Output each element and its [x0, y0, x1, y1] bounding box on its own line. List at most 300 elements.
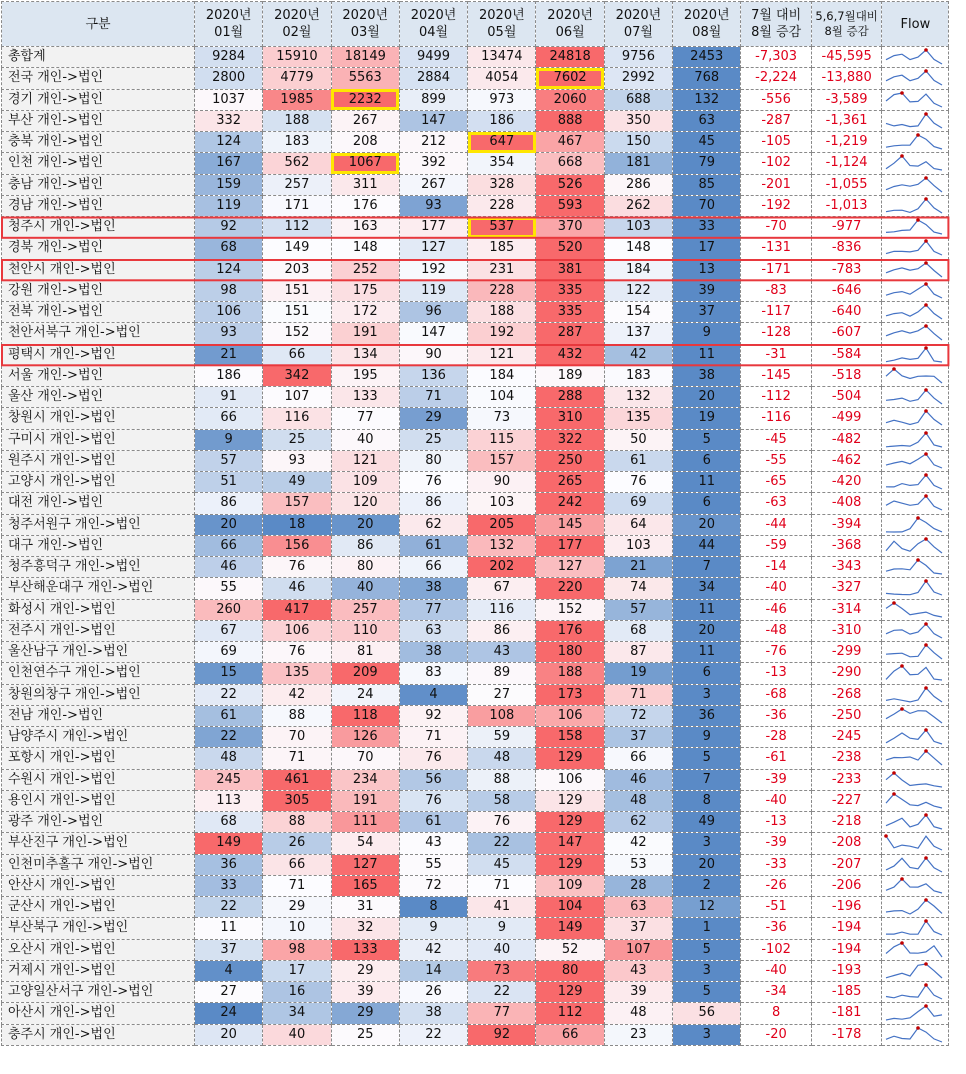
month-value-cell[interactable]: 66: [263, 344, 331, 365]
month-value-cell[interactable]: 311: [331, 174, 399, 195]
month-value-cell[interactable]: 93: [195, 323, 263, 344]
month-value-cell[interactable]: 93: [263, 450, 331, 471]
month-value-cell[interactable]: 148: [604, 238, 672, 259]
month-value-cell[interactable]: 40: [468, 939, 536, 960]
month-value-cell[interactable]: 127: [399, 238, 467, 259]
diff-avg-cell[interactable]: -238: [811, 748, 882, 769]
diff-july-cell[interactable]: -20: [741, 1024, 812, 1045]
month-value-cell[interactable]: 147: [536, 833, 604, 854]
month-value-cell[interactable]: 80: [399, 450, 467, 471]
flow-sparkline-cell[interactable]: [882, 578, 949, 599]
month-value-cell[interactable]: 137: [604, 323, 672, 344]
diff-july-cell[interactable]: -45: [741, 429, 812, 450]
month-value-cell[interactable]: 12: [673, 897, 741, 918]
month-value-cell[interactable]: 260: [195, 599, 263, 620]
month-value-cell[interactable]: 177: [536, 535, 604, 556]
diff-july-cell[interactable]: -31: [741, 344, 812, 365]
diff-avg-cell[interactable]: -646: [811, 280, 882, 301]
diff-avg-cell[interactable]: -783: [811, 259, 882, 280]
month-value-cell[interactable]: 129: [536, 790, 604, 811]
month-value-cell[interactable]: 181: [604, 153, 672, 174]
flow-sparkline-cell[interactable]: [882, 642, 949, 663]
month-value-cell[interactable]: 209: [331, 663, 399, 684]
month-value-cell[interactable]: 67: [195, 620, 263, 641]
month-value-cell[interactable]: 175: [331, 280, 399, 301]
row-label[interactable]: 용인시 개인->법인: [2, 790, 195, 811]
row-label[interactable]: 평택시 개인->법인: [2, 344, 195, 365]
header-flow[interactable]: Flow: [882, 2, 949, 47]
month-value-cell[interactable]: 342: [263, 365, 331, 386]
month-value-cell[interactable]: 127: [331, 854, 399, 875]
diff-avg-cell[interactable]: -194: [811, 918, 882, 939]
month-value-cell[interactable]: 212: [399, 132, 467, 153]
month-value-cell[interactable]: 286: [604, 174, 672, 195]
diff-july-cell[interactable]: -128: [741, 323, 812, 344]
month-value-cell[interactable]: 48: [195, 748, 263, 769]
diff-july-cell[interactable]: -171: [741, 259, 812, 280]
flow-sparkline-cell[interactable]: [882, 323, 949, 344]
month-value-cell[interactable]: 61: [195, 705, 263, 726]
month-value-cell[interactable]: 9: [468, 918, 536, 939]
month-value-cell[interactable]: 121: [331, 450, 399, 471]
month-value-cell[interactable]: 2: [673, 875, 741, 896]
flow-sparkline-cell[interactable]: [882, 280, 949, 301]
month-value-cell[interactable]: 61: [399, 812, 467, 833]
diff-july-cell[interactable]: -556: [741, 89, 812, 110]
month-value-cell[interactable]: 113: [195, 790, 263, 811]
month-value-cell[interactable]: 24818: [536, 47, 604, 68]
month-value-cell[interactable]: 27: [195, 982, 263, 1003]
diff-july-cell[interactable]: -83: [741, 280, 812, 301]
month-value-cell[interactable]: 267: [399, 174, 467, 195]
month-value-cell[interactable]: 33: [195, 875, 263, 896]
diff-avg-cell[interactable]: -640: [811, 302, 882, 323]
row-label[interactable]: 총합계: [2, 47, 195, 68]
diff-avg-cell[interactable]: -206: [811, 875, 882, 896]
month-value-cell[interactable]: 7602: [536, 68, 604, 89]
month-value-cell[interactable]: 48: [468, 748, 536, 769]
month-value-cell[interactable]: 688: [604, 89, 672, 110]
diff-avg-cell[interactable]: -499: [811, 408, 882, 429]
month-value-cell[interactable]: 21: [604, 557, 672, 578]
diff-july-cell[interactable]: -34: [741, 982, 812, 1003]
month-value-cell[interactable]: 145: [536, 514, 604, 535]
month-value-cell[interactable]: 9499: [399, 47, 467, 68]
diff-avg-cell[interactable]: -250: [811, 705, 882, 726]
month-value-cell[interactable]: 148: [331, 238, 399, 259]
month-value-cell[interactable]: 111: [331, 812, 399, 833]
month-value-cell[interactable]: 44: [673, 535, 741, 556]
diff-july-cell[interactable]: -105: [741, 132, 812, 153]
flow-sparkline-cell[interactable]: [882, 918, 949, 939]
diff-avg-cell[interactable]: -310: [811, 620, 882, 641]
row-label[interactable]: 경남 개인->법인: [2, 195, 195, 216]
flow-sparkline-cell[interactable]: [882, 939, 949, 960]
diff-avg-cell[interactable]: -185: [811, 982, 882, 1003]
month-value-cell[interactable]: 37: [195, 939, 263, 960]
diff-avg-cell[interactable]: -482: [811, 429, 882, 450]
diff-july-cell[interactable]: -26: [741, 875, 812, 896]
diff-avg-cell[interactable]: -194: [811, 939, 882, 960]
row-label[interactable]: 울산 개인->법인: [2, 387, 195, 408]
month-value-cell[interactable]: 86: [399, 493, 467, 514]
diff-avg-cell[interactable]: -343: [811, 557, 882, 578]
month-value-cell[interactable]: 26: [263, 833, 331, 854]
month-value-cell[interactable]: 328: [468, 174, 536, 195]
month-value-cell[interactable]: 14: [399, 960, 467, 981]
month-value-cell[interactable]: 228: [468, 195, 536, 216]
month-value-cell[interactable]: 71: [263, 748, 331, 769]
month-value-cell[interactable]: 157: [263, 493, 331, 514]
month-value-cell[interactable]: 9284: [195, 47, 263, 68]
month-value-cell[interactable]: 90: [468, 472, 536, 493]
month-value-cell[interactable]: 133: [331, 387, 399, 408]
flow-sparkline-cell[interactable]: [882, 493, 949, 514]
month-value-cell[interactable]: 25: [331, 1024, 399, 1045]
diff-avg-cell[interactable]: -181: [811, 1003, 882, 1024]
month-value-cell[interactable]: 11: [195, 918, 263, 939]
row-label[interactable]: 광주 개인->법인: [2, 812, 195, 833]
month-value-cell[interactable]: 305: [263, 790, 331, 811]
header-category[interactable]: 구분: [2, 2, 195, 47]
row-label[interactable]: 충남 개인->법인: [2, 174, 195, 195]
month-value-cell[interactable]: 392: [399, 153, 467, 174]
month-value-cell[interactable]: 42: [399, 939, 467, 960]
month-value-cell[interactable]: 39: [604, 982, 672, 1003]
flow-sparkline-cell[interactable]: [882, 472, 949, 493]
flow-sparkline-cell[interactable]: [882, 557, 949, 578]
month-value-cell[interactable]: 108: [468, 705, 536, 726]
month-value-cell[interactable]: 76: [399, 790, 467, 811]
month-value-cell[interactable]: 172: [331, 302, 399, 323]
month-value-cell[interactable]: 3: [673, 960, 741, 981]
month-value-cell[interactable]: 163: [331, 217, 399, 238]
month-value-cell[interactable]: 68: [195, 238, 263, 259]
month-value-cell[interactable]: 20: [673, 854, 741, 875]
month-value-cell[interactable]: 332: [195, 110, 263, 131]
month-value-cell[interactable]: 91: [195, 387, 263, 408]
month-value-cell[interactable]: 66: [536, 1024, 604, 1045]
month-value-cell[interactable]: 43: [604, 960, 672, 981]
diff-july-cell[interactable]: -36: [741, 918, 812, 939]
diff-avg-cell[interactable]: -13,880: [811, 68, 882, 89]
month-value-cell[interactable]: 134: [331, 344, 399, 365]
header-month-8[interactable]: 2020년 08월: [673, 2, 741, 47]
month-value-cell[interactable]: 5: [673, 429, 741, 450]
flow-sparkline-cell[interactable]: [882, 1024, 949, 1045]
month-value-cell[interactable]: 9756: [604, 47, 672, 68]
diff-avg-cell[interactable]: -1,361: [811, 110, 882, 131]
month-value-cell[interactable]: 33: [673, 217, 741, 238]
flow-sparkline-cell[interactable]: [882, 174, 949, 195]
month-value-cell[interactable]: 22: [468, 982, 536, 1003]
month-value-cell[interactable]: 205: [468, 514, 536, 535]
month-value-cell[interactable]: 159: [195, 174, 263, 195]
month-value-cell[interactable]: 88: [263, 705, 331, 726]
month-value-cell[interactable]: 72: [399, 875, 467, 896]
month-value-cell[interactable]: 132: [673, 89, 741, 110]
month-value-cell[interactable]: 62: [604, 812, 672, 833]
month-value-cell[interactable]: 432: [536, 344, 604, 365]
month-value-cell[interactable]: 15: [195, 663, 263, 684]
diff-july-cell[interactable]: -40: [741, 578, 812, 599]
diff-july-cell[interactable]: -51: [741, 897, 812, 918]
month-value-cell[interactable]: 61: [399, 535, 467, 556]
month-value-cell[interactable]: 245: [195, 769, 263, 790]
month-value-cell[interactable]: 180: [536, 642, 604, 663]
row-label[interactable]: 천안서북구 개인->법인: [2, 323, 195, 344]
month-value-cell[interactable]: 13: [673, 259, 741, 280]
diff-july-cell[interactable]: -59: [741, 535, 812, 556]
month-value-cell[interactable]: 186: [468, 110, 536, 131]
month-value-cell[interactable]: 70: [673, 195, 741, 216]
month-value-cell[interactable]: 106: [195, 302, 263, 323]
month-value-cell[interactable]: 157: [468, 450, 536, 471]
month-value-cell[interactable]: 20: [673, 620, 741, 641]
month-value-cell[interactable]: 86: [468, 620, 536, 641]
month-value-cell[interactable]: 48: [604, 1003, 672, 1024]
flow-sparkline-cell[interactable]: [882, 727, 949, 748]
month-value-cell[interactable]: 73: [468, 960, 536, 981]
row-label[interactable]: 구미시 개인->법인: [2, 429, 195, 450]
diff-avg-cell[interactable]: -584: [811, 344, 882, 365]
month-value-cell[interactable]: 370: [536, 217, 604, 238]
month-value-cell[interactable]: 106: [263, 620, 331, 641]
month-value-cell[interactable]: 228: [468, 280, 536, 301]
month-value-cell[interactable]: 381: [536, 259, 604, 280]
month-value-cell[interactable]: 526: [536, 174, 604, 195]
month-value-cell[interactable]: 191: [331, 323, 399, 344]
month-value-cell[interactable]: 122: [604, 280, 672, 301]
month-value-cell[interactable]: 257: [263, 174, 331, 195]
row-label[interactable]: 창원시 개인->법인: [2, 408, 195, 429]
diff-avg-cell[interactable]: -836: [811, 238, 882, 259]
header-month-1[interactable]: 2020년 01월: [195, 2, 263, 47]
diff-july-cell[interactable]: -65: [741, 472, 812, 493]
month-value-cell[interactable]: 11: [673, 599, 741, 620]
diff-avg-cell[interactable]: -327: [811, 578, 882, 599]
month-value-cell[interactable]: 90: [399, 344, 467, 365]
month-value-cell[interactable]: 2884: [399, 68, 467, 89]
month-value-cell[interactable]: 5: [673, 982, 741, 1003]
month-value-cell[interactable]: 115: [468, 429, 536, 450]
month-value-cell[interactable]: 192: [468, 323, 536, 344]
month-value-cell[interactable]: 165: [331, 875, 399, 896]
month-value-cell[interactable]: 647: [468, 132, 536, 153]
month-value-cell[interactable]: 110: [331, 620, 399, 641]
month-value-cell[interactable]: 48: [604, 790, 672, 811]
month-value-cell[interactable]: 4054: [468, 68, 536, 89]
month-value-cell[interactable]: 11: [673, 344, 741, 365]
diff-july-cell[interactable]: -36: [741, 705, 812, 726]
month-value-cell[interactable]: 132: [604, 387, 672, 408]
month-value-cell[interactable]: 242: [536, 493, 604, 514]
month-value-cell[interactable]: 34: [673, 578, 741, 599]
month-value-cell[interactable]: 184: [604, 259, 672, 280]
diff-avg-cell[interactable]: -394: [811, 514, 882, 535]
diff-july-cell[interactable]: -112: [741, 387, 812, 408]
month-value-cell[interactable]: 124: [195, 259, 263, 280]
diff-july-cell[interactable]: -13: [741, 812, 812, 833]
diff-july-cell[interactable]: -39: [741, 769, 812, 790]
month-value-cell[interactable]: 76: [468, 812, 536, 833]
month-value-cell[interactable]: 66: [604, 748, 672, 769]
month-value-cell[interactable]: 4: [195, 960, 263, 981]
flow-sparkline-cell[interactable]: [882, 89, 949, 110]
month-value-cell[interactable]: 183: [604, 365, 672, 386]
month-value-cell[interactable]: 109: [331, 472, 399, 493]
month-value-cell[interactable]: 4: [399, 684, 467, 705]
month-value-cell[interactable]: 39: [673, 280, 741, 301]
month-value-cell[interactable]: 77: [399, 599, 467, 620]
month-value-cell[interactable]: 74: [604, 578, 672, 599]
month-value-cell[interactable]: 9: [673, 727, 741, 748]
diff-july-cell[interactable]: -48: [741, 620, 812, 641]
month-value-cell[interactable]: 24: [331, 684, 399, 705]
month-value-cell[interactable]: 188: [263, 110, 331, 131]
month-value-cell[interactable]: 185: [468, 238, 536, 259]
month-value-cell[interactable]: 86: [195, 493, 263, 514]
header-month-5[interactable]: 2020년 05월: [468, 2, 536, 47]
diff-july-cell[interactable]: -28: [741, 727, 812, 748]
month-value-cell[interactable]: 42: [604, 344, 672, 365]
month-value-cell[interactable]: 51: [195, 472, 263, 493]
month-value-cell[interactable]: 520: [536, 238, 604, 259]
month-value-cell[interactable]: 28: [604, 875, 672, 896]
month-value-cell[interactable]: 38: [399, 578, 467, 599]
month-value-cell[interactable]: 37: [604, 918, 672, 939]
row-label[interactable]: 부산진구 개인->법인: [2, 833, 195, 854]
row-label[interactable]: 수원시 개인->법인: [2, 769, 195, 790]
month-value-cell[interactable]: 1067: [331, 153, 399, 174]
month-value-cell[interactable]: 88: [263, 812, 331, 833]
diff-avg-cell[interactable]: -178: [811, 1024, 882, 1045]
month-value-cell[interactable]: 310: [536, 408, 604, 429]
month-value-cell[interactable]: 152: [536, 599, 604, 620]
row-label[interactable]: 서울 개인->법인: [2, 365, 195, 386]
month-value-cell[interactable]: 17: [263, 960, 331, 981]
month-value-cell[interactable]: 80: [536, 960, 604, 981]
month-value-cell[interactable]: 31: [331, 897, 399, 918]
month-value-cell[interactable]: 88: [468, 769, 536, 790]
month-value-cell[interactable]: 68: [604, 620, 672, 641]
row-label[interactable]: 원주시 개인->법인: [2, 450, 195, 471]
month-value-cell[interactable]: 135: [604, 408, 672, 429]
month-value-cell[interactable]: 177: [399, 217, 467, 238]
month-value-cell[interactable]: 287: [536, 323, 604, 344]
month-value-cell[interactable]: 147: [399, 110, 467, 131]
month-value-cell[interactable]: 76: [263, 557, 331, 578]
month-value-cell[interactable]: 76: [399, 472, 467, 493]
diff-avg-cell[interactable]: -208: [811, 833, 882, 854]
month-value-cell[interactable]: 149: [536, 918, 604, 939]
month-value-cell[interactable]: 188: [536, 663, 604, 684]
month-value-cell[interactable]: 61: [604, 450, 672, 471]
month-value-cell[interactable]: 76: [604, 472, 672, 493]
month-value-cell[interactable]: 2453: [673, 47, 741, 68]
month-value-cell[interactable]: 135: [263, 663, 331, 684]
diff-avg-cell[interactable]: -299: [811, 642, 882, 663]
month-value-cell[interactable]: 106: [536, 769, 604, 790]
month-value-cell[interactable]: 22: [468, 833, 536, 854]
month-value-cell[interactable]: 27: [468, 684, 536, 705]
month-value-cell[interactable]: 461: [263, 769, 331, 790]
month-value-cell[interactable]: 354: [468, 153, 536, 174]
month-value-cell[interactable]: 116: [263, 408, 331, 429]
month-value-cell[interactable]: 38: [673, 365, 741, 386]
month-value-cell[interactable]: 68: [195, 812, 263, 833]
month-value-cell[interactable]: 104: [536, 897, 604, 918]
row-label[interactable]: 전남 개인->법인: [2, 705, 195, 726]
month-value-cell[interactable]: 103: [468, 493, 536, 514]
row-label[interactable]: 오산시 개인->법인: [2, 939, 195, 960]
month-value-cell[interactable]: 173: [536, 684, 604, 705]
diff-july-cell[interactable]: -63: [741, 493, 812, 514]
header-month-4[interactable]: 2020년 04월: [399, 2, 467, 47]
month-value-cell[interactable]: 32: [331, 918, 399, 939]
month-value-cell[interactable]: 335: [536, 302, 604, 323]
month-value-cell[interactable]: 55: [195, 578, 263, 599]
month-value-cell[interactable]: 231: [468, 259, 536, 280]
header-month-7[interactable]: 2020년 07월: [604, 2, 672, 47]
diff-july-cell[interactable]: -55: [741, 450, 812, 471]
month-value-cell[interactable]: 234: [331, 769, 399, 790]
flow-sparkline-cell[interactable]: [882, 663, 949, 684]
diff-july-cell[interactable]: -13: [741, 663, 812, 684]
month-value-cell[interactable]: 29: [399, 408, 467, 429]
month-value-cell[interactable]: 76: [263, 642, 331, 663]
month-value-cell[interactable]: 20: [195, 1024, 263, 1045]
month-value-cell[interactable]: 250: [536, 450, 604, 471]
month-value-cell[interactable]: 252: [331, 259, 399, 280]
month-value-cell[interactable]: 20: [673, 514, 741, 535]
flow-sparkline-cell[interactable]: [882, 1003, 949, 1024]
month-value-cell[interactable]: 136: [399, 365, 467, 386]
diff-july-cell[interactable]: -76: [741, 642, 812, 663]
row-label[interactable]: 창원의창구 개인->법인: [2, 684, 195, 705]
flow-sparkline-cell[interactable]: [882, 790, 949, 811]
flow-sparkline-cell[interactable]: [882, 684, 949, 705]
row-label[interactable]: 군산시 개인->법인: [2, 897, 195, 918]
month-value-cell[interactable]: 50: [604, 429, 672, 450]
month-value-cell[interactable]: 56: [399, 769, 467, 790]
month-value-cell[interactable]: 2232: [331, 89, 399, 110]
month-value-cell[interactable]: 126: [331, 727, 399, 748]
month-value-cell[interactable]: 46: [195, 557, 263, 578]
flow-sparkline-cell[interactable]: [882, 960, 949, 981]
diff-july-cell[interactable]: -46: [741, 599, 812, 620]
month-value-cell[interactable]: 87: [604, 642, 672, 663]
row-label[interactable]: 인천미추홀구 개인->법인: [2, 854, 195, 875]
month-value-cell[interactable]: 77: [468, 1003, 536, 1024]
row-label[interactable]: 남양주시 개인->법인: [2, 727, 195, 748]
month-value-cell[interactable]: 8: [399, 897, 467, 918]
month-value-cell[interactable]: 116: [468, 599, 536, 620]
diff-avg-cell[interactable]: -607: [811, 323, 882, 344]
diff-avg-cell[interactable]: -1,124: [811, 153, 882, 174]
flow-sparkline-cell[interactable]: [882, 68, 949, 89]
diff-july-cell[interactable]: -116: [741, 408, 812, 429]
header-month-3[interactable]: 2020년 03월: [331, 2, 399, 47]
month-value-cell[interactable]: 79: [673, 153, 741, 174]
month-value-cell[interactable]: 57: [604, 599, 672, 620]
month-value-cell[interactable]: 46: [263, 578, 331, 599]
month-value-cell[interactable]: 29: [331, 960, 399, 981]
row-label[interactable]: 인천연수구 개인->법인: [2, 663, 195, 684]
month-value-cell[interactable]: 109: [536, 875, 604, 896]
month-value-cell[interactable]: 120: [331, 493, 399, 514]
diff-july-cell[interactable]: -61: [741, 748, 812, 769]
